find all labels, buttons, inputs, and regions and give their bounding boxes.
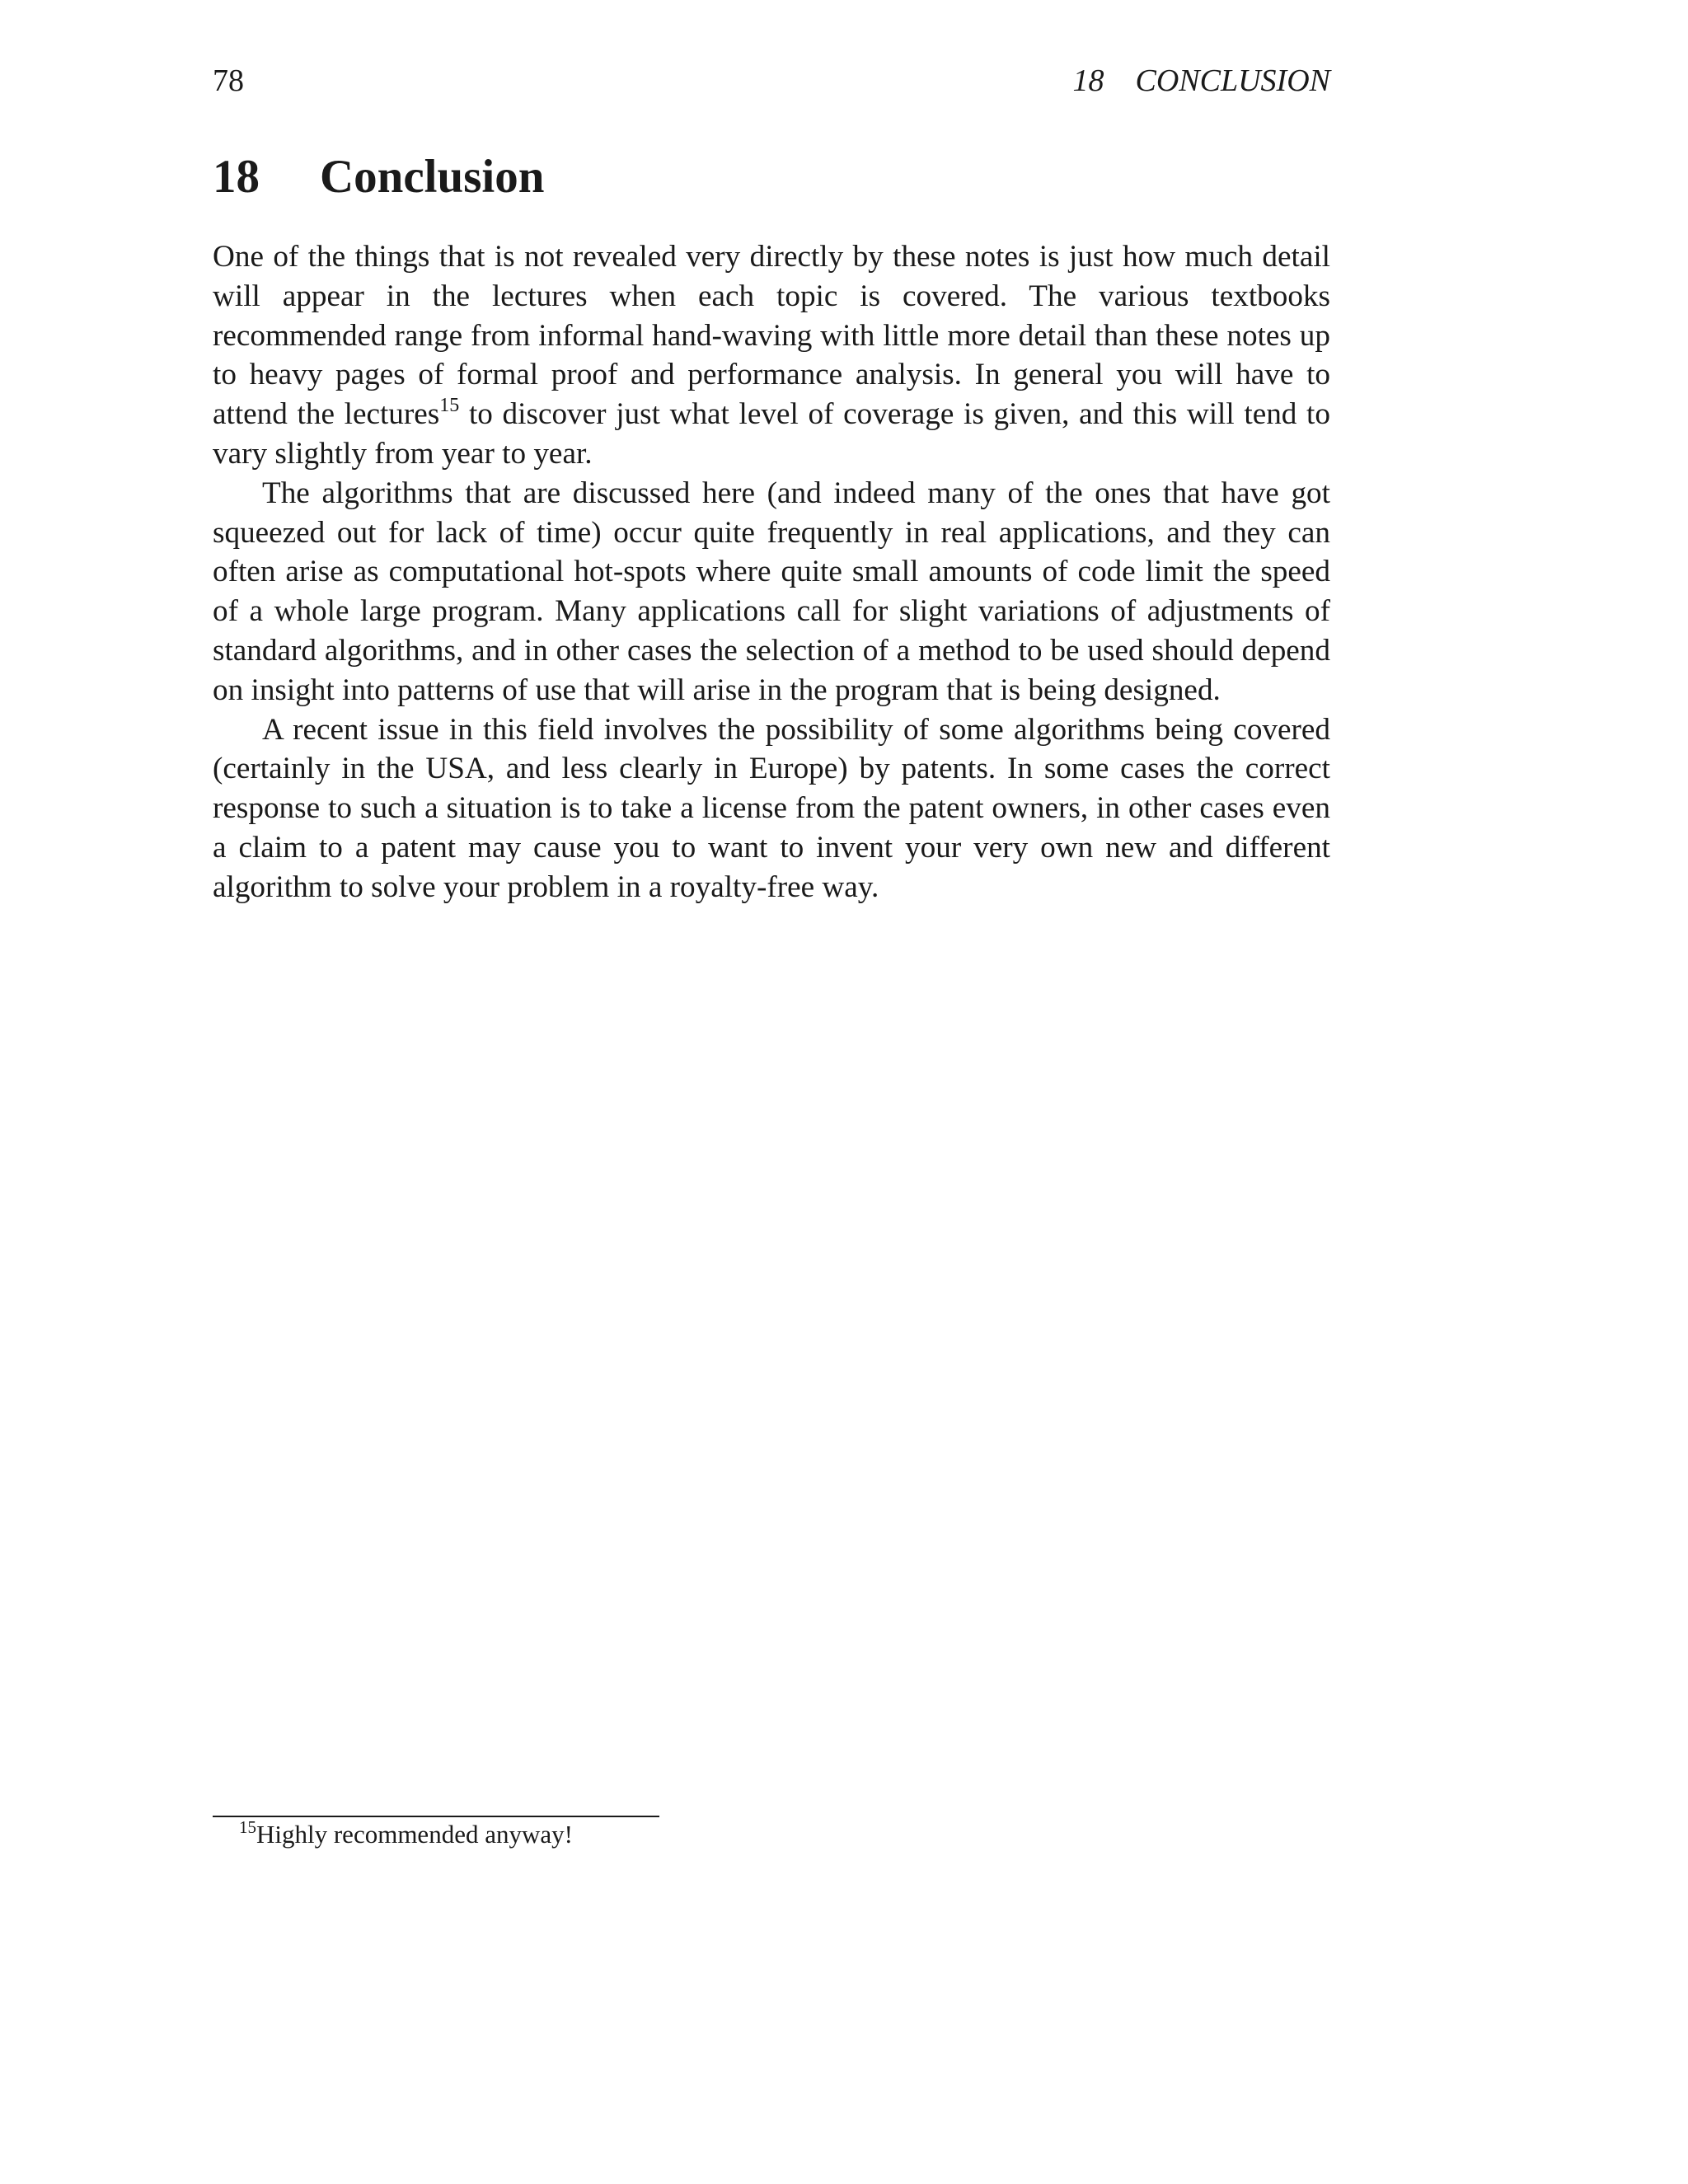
section-title: Conclusion [320, 151, 545, 203]
page-number: 78 [213, 63, 244, 98]
footnote [239, 1818, 573, 1851]
paragraph-1-text-a: One of the things that is not revealed very directly by these notes is just how much detail will appear in the lectures when each topic is covered. The various textbooks recommended range from informal hand-waving with little more detail than these notes up to heavy pages of formal proof and performance analysis. In general you will have to attend the lectures [213, 240, 1330, 432]
section-heading [213, 148, 544, 206]
paragraph-2: The algorithms that are discussed here (and indeed many of the ones that have got squeezed out for lack of time) occur quite frequently in real applications, and they can often arise as computational hot-spots where quite small amounts of code limit the speed of a whole large program. Many applications call for slight variations of adjustments of standard algorithms, and in other cases the selection of a method to be used should depend on insight into patterns of use that will arise in the program that is being designed. [213, 476, 1330, 707]
running-head [213, 63, 1330, 104]
section-number: 18 [213, 151, 260, 203]
footnote-mark: 15 [239, 1817, 256, 1837]
footnote-text: Highly recommended anyway! [256, 1820, 573, 1849]
footnote-reference: 15 [439, 395, 460, 417]
paragraph-3: A recent issue in this field involves the possibility of some algorithms being covered (certainly in the USA, and less clearly in Europe) by patents. In some cases the correct response to such a situation is to take a license from the patent owners, in other cases even a claim to a patent may cause you to want to invent your very own new and different algorithm to solve your problem in a royalty-free way. [213, 712, 1330, 904]
paragraph-1-text-b: to discover just what level of coverage is given, and this will tend to vary slightly from year to year. [213, 397, 1330, 471]
footnote-rule [213, 1816, 659, 1817]
paragraph-1 [213, 237, 1330, 474]
running-title: 18 CONCLUSION [1072, 63, 1330, 98]
body-text [213, 237, 1330, 907]
